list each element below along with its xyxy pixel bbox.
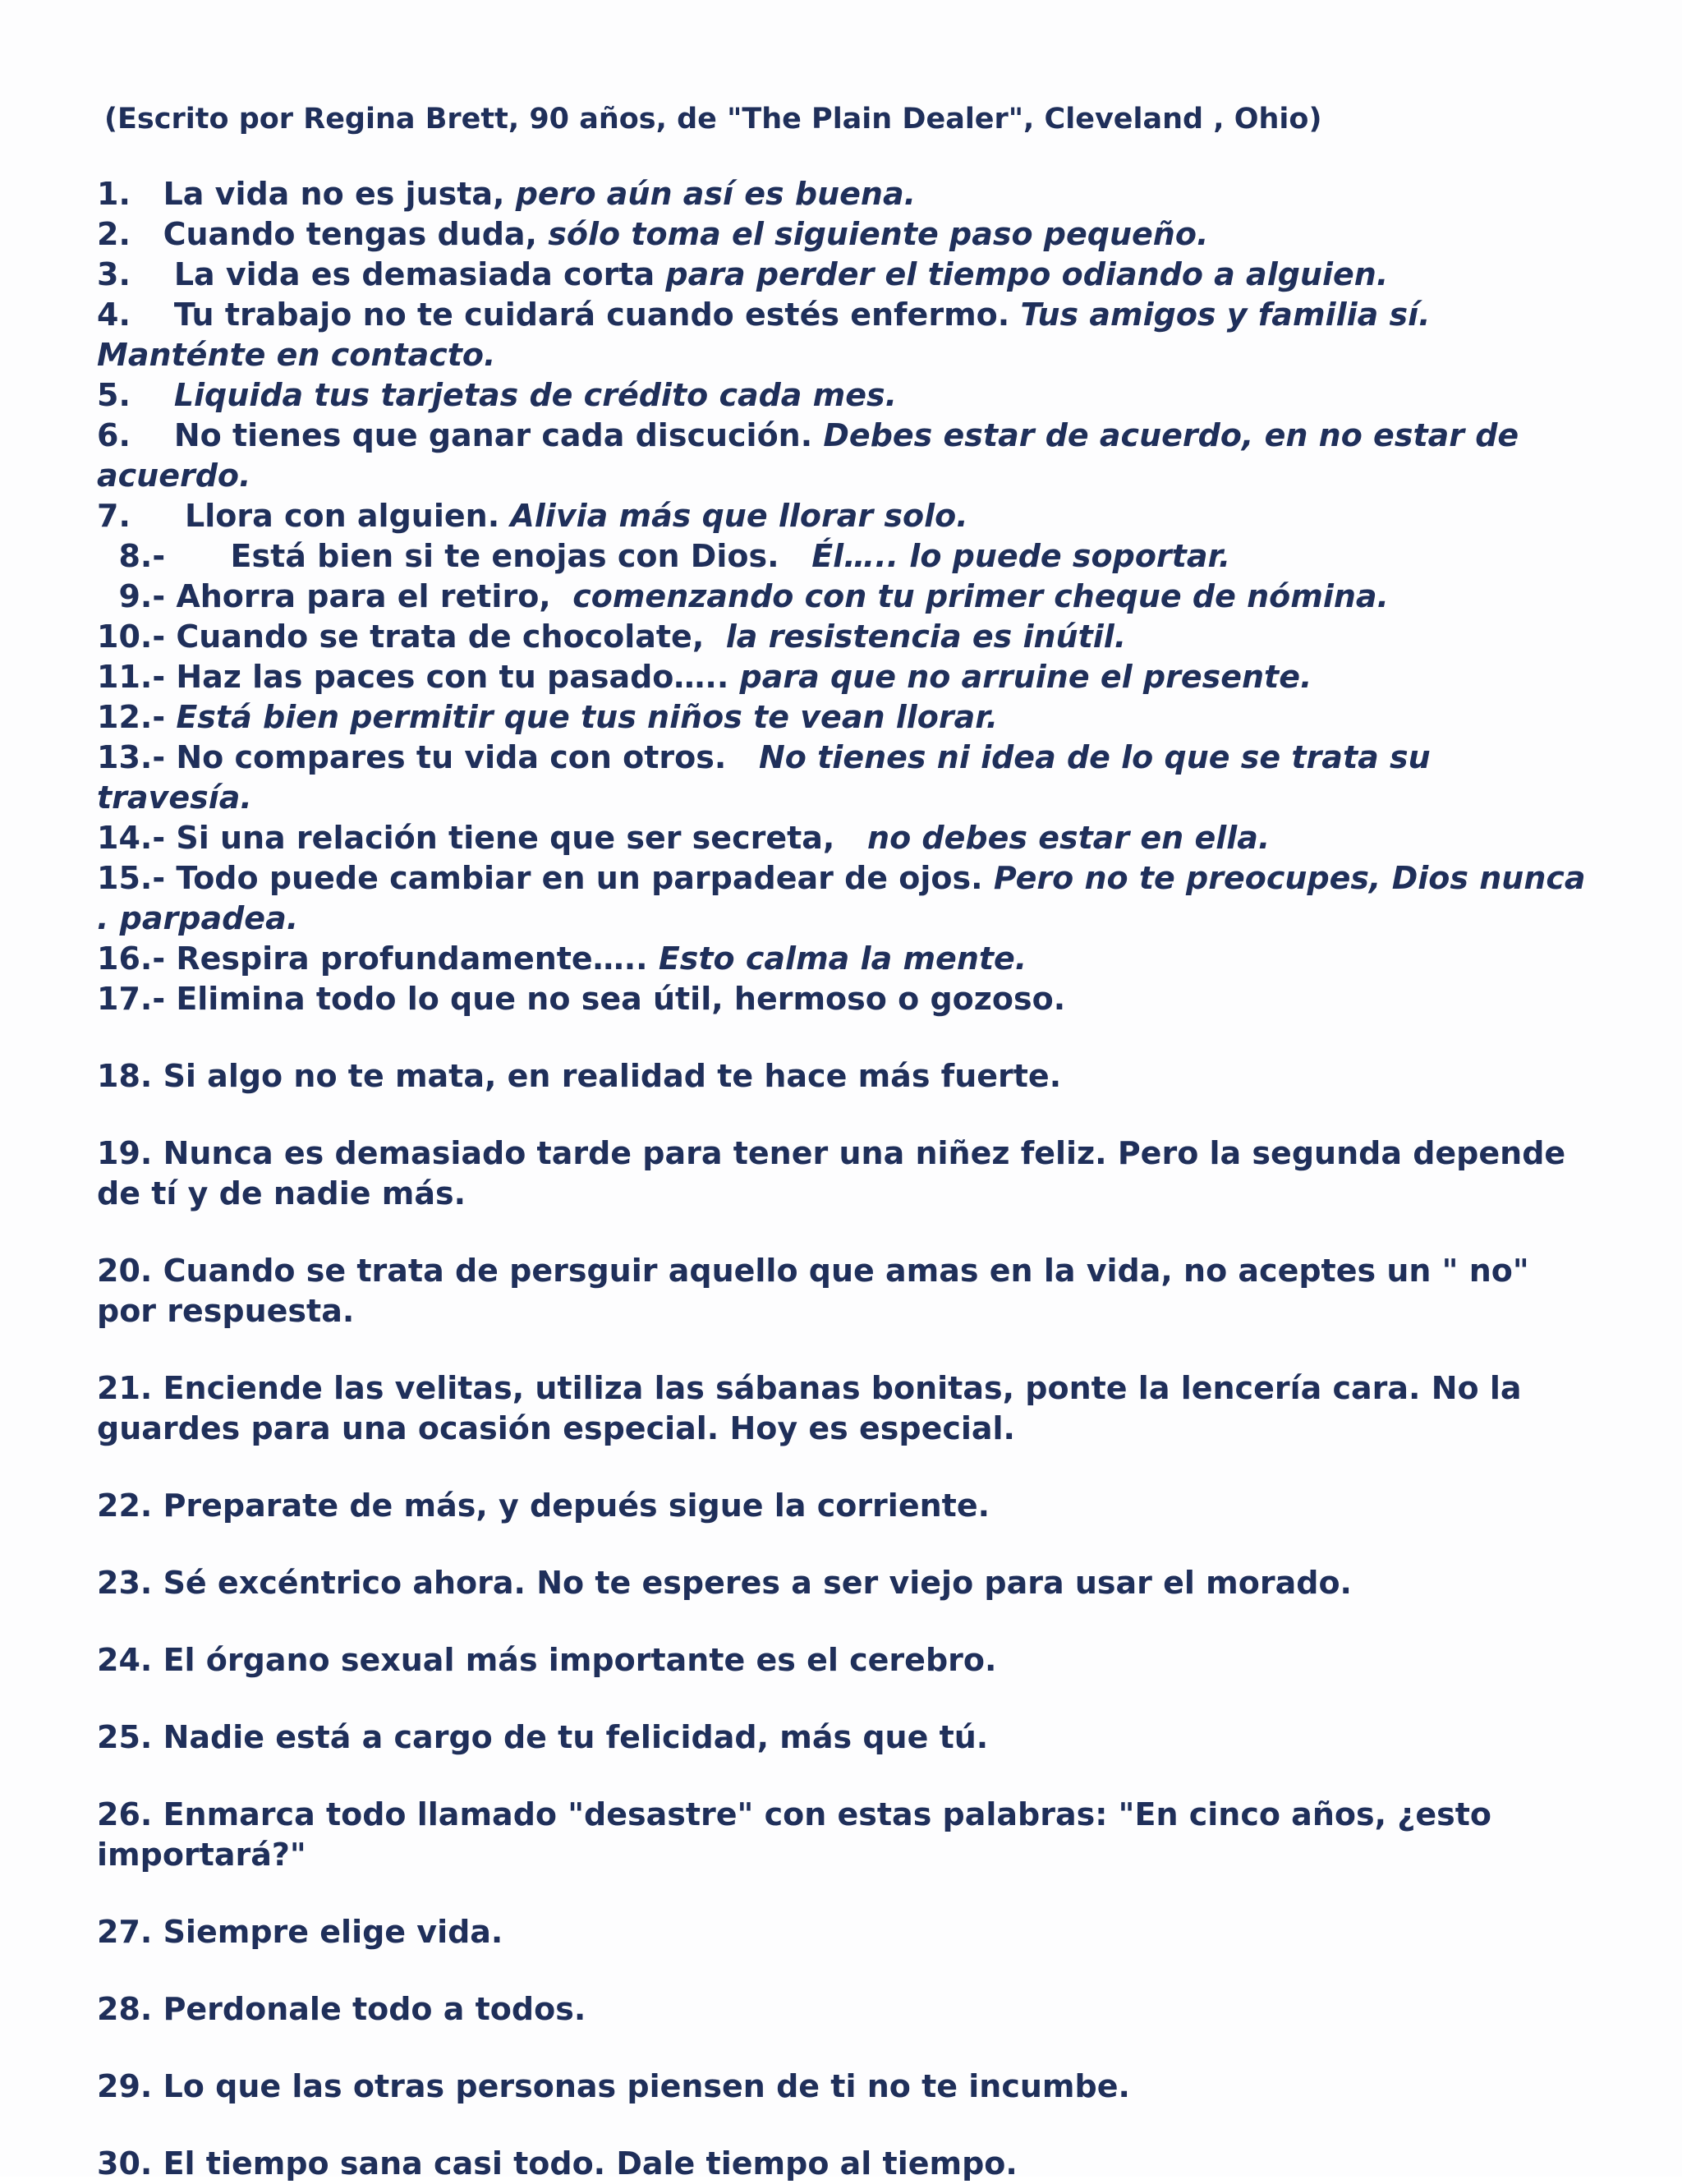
item-italic-text: sólo toma el siguiente paso pequeño. — [548, 216, 1209, 252]
item-spacing — [165, 739, 176, 775]
item-text: Respira profundamente….. — [176, 940, 659, 977]
item-text: Haz las paces con tu pasado….. — [176, 659, 740, 695]
item-italic-text: Pero no te preocupes, Dios nunca . parpadea. — [97, 860, 1586, 936]
item-number: 30. — [97, 2145, 153, 2182]
item-text: Cuando se trata de persguir aquello que amas en la vida, no aceptes un " no" por respuesta. — [97, 1253, 1529, 1329]
item-spacing — [131, 377, 174, 413]
list-item — [97, 1795, 1592, 1875]
list-item — [97, 818, 1592, 858]
item-spacing — [165, 981, 176, 1017]
item-italic-text: no debes estar en ella. — [867, 820, 1271, 856]
list-item — [97, 416, 1592, 496]
item-spacing — [131, 216, 163, 252]
list-item — [97, 255, 1592, 295]
item-text: Preparate de más, y depués sigue la corriente. — [163, 1487, 990, 1524]
item-text: El órgano sexual más importante es el cerebro. — [163, 1642, 997, 1678]
item-italic-text: Esto calma la mente. — [658, 940, 1027, 977]
list-item — [97, 1133, 1592, 1214]
item-number: 27. — [97, 1914, 153, 1950]
item-spacing — [152, 1565, 163, 1601]
list-item — [97, 1912, 1592, 1952]
item-text: Enciende las velitas, utiliza las sábanas bonitas, ponte la lencería cara. No la guardes para una ocasión especial. Hoy es especial. — [97, 1370, 1522, 1446]
item-number: 28. — [97, 1991, 153, 2027]
item-number: 25. — [97, 1719, 153, 1755]
item-number: 29. — [97, 2068, 153, 2104]
item-number: 24. — [97, 1642, 153, 1678]
item-spacing — [165, 820, 176, 856]
item-text: Enmarca todo llamado "desastre" con estas palabras: "En cinco años, ¿esto importará?" — [97, 1796, 1491, 1873]
item-spacing — [152, 1135, 163, 1171]
item-italic-text: Liquida tus tarjetas de crédito cada mes. — [173, 377, 898, 413]
item-text: La vida es demasiada corta — [173, 256, 666, 292]
list-item — [97, 939, 1592, 979]
list-item — [97, 1989, 1592, 2030]
item-spacing — [152, 2145, 163, 2182]
item-number: 12.- — [97, 699, 166, 735]
item-spacing — [152, 1914, 163, 1950]
item-spacing — [131, 417, 174, 453]
item-spacing — [165, 618, 176, 655]
list-item — [97, 617, 1592, 657]
list-item — [97, 1640, 1592, 1681]
item-text: Está bien si te enojas con Dios. — [230, 538, 812, 574]
item-text: Nadie está a cargo de tu felicidad, más que tú. — [163, 1719, 989, 1755]
list-item — [97, 1563, 1592, 1603]
item-spacing — [131, 498, 185, 534]
list-item — [97, 738, 1592, 818]
item-text: Ahorra para el retiro, — [176, 578, 573, 614]
list-item — [97, 697, 1592, 738]
item-text: Si algo no te mata, en realidad te hace más fuerte. — [163, 1058, 1062, 1094]
list-item — [97, 2144, 1592, 2184]
item-italic-text: Él….. lo puede soportar. — [811, 538, 1231, 574]
item-number: 9.- — [97, 578, 166, 614]
item-spacing — [152, 1253, 163, 1289]
item-text: Cuando tengas duda, — [163, 216, 549, 252]
item-italic-text: Alivia más que llorar solo. — [510, 498, 968, 534]
item-spacing — [152, 1719, 163, 1755]
item-text: El tiempo sana casi todo. Dale tiempo al tiempo. — [163, 2145, 1018, 2182]
item-spacing — [165, 860, 176, 896]
item-number: 17.- — [97, 981, 166, 1017]
list-item — [97, 2067, 1592, 2107]
item-italic-text: pero aún así es buena. — [515, 176, 917, 212]
item-italic-text: la resistencia es inútil. — [725, 618, 1127, 655]
list-item — [97, 496, 1592, 536]
item-spacing — [152, 1487, 163, 1524]
item-text: Sé excéntrico ahora. No te esperes a ser viejo para usar el morado. — [163, 1565, 1352, 1601]
item-number: 10.- — [97, 618, 166, 655]
item-text: Elimina todo lo que no sea útil, hermoso o gozoso. — [176, 981, 1066, 1017]
list-item — [97, 295, 1592, 375]
item-number: 22. — [97, 1487, 153, 1524]
list-item — [97, 375, 1592, 416]
item-spacing — [165, 940, 176, 977]
item-italic-text: No tienes ni idea de lo que se trata su travesía. — [97, 739, 1431, 816]
item-text: Llora con alguien. — [185, 498, 511, 534]
numbered-list — [97, 174, 1592, 2184]
item-text: La vida no es justa, — [163, 176, 516, 212]
item-spacing — [165, 659, 176, 695]
item-number: 19. — [97, 1135, 153, 1171]
list-item — [97, 979, 1592, 1019]
list-item — [97, 858, 1592, 939]
item-number: 14.- — [97, 820, 166, 856]
item-number: 6. — [97, 417, 131, 453]
list-item — [97, 1717, 1592, 1758]
item-italic-text: Está bien permitir que tus niños te vean llorar. — [176, 699, 999, 735]
item-italic-text: para que no arruine el presente. — [739, 659, 1312, 695]
item-spacing — [131, 176, 163, 212]
list-item — [97, 657, 1592, 697]
item-spacing — [165, 538, 230, 574]
item-spacing — [165, 699, 176, 735]
item-text: Si una relación tiene que ser secreta, — [176, 820, 868, 856]
item-italic-text: para perder el tiempo odiando a alguien. — [665, 256, 1389, 292]
item-number: 18. — [97, 1058, 153, 1094]
item-number: 13.- — [97, 739, 166, 775]
item-spacing — [152, 1796, 163, 1832]
item-number: 4. — [97, 297, 131, 333]
item-number: 5. — [97, 377, 131, 413]
item-number: 2. — [97, 216, 131, 252]
item-spacing — [165, 578, 176, 614]
item-text: Cuando se trata de chocolate, — [176, 618, 726, 655]
item-italic-text: comenzando con tu primer cheque de nómina. — [572, 578, 1389, 614]
list-item — [97, 577, 1592, 617]
item-number: 20. — [97, 1253, 153, 1289]
list-item — [97, 1368, 1592, 1449]
item-number: 8.- — [97, 538, 166, 574]
item-number: 15.- — [97, 860, 166, 896]
item-number: 23. — [97, 1565, 153, 1601]
item-number: 16.- — [97, 940, 166, 977]
list-item — [97, 1486, 1592, 1526]
item-spacing — [152, 1370, 163, 1406]
item-number: 7. — [97, 498, 131, 534]
list-item — [97, 536, 1592, 577]
item-spacing — [152, 1642, 163, 1678]
item-number: 11.- — [97, 659, 166, 695]
item-number: 26. — [97, 1796, 153, 1832]
list-item — [97, 214, 1592, 255]
list-item — [97, 1056, 1592, 1097]
item-number: 1. — [97, 176, 131, 212]
item-spacing — [131, 297, 174, 333]
item-text: No tienes que ganar cada discución. — [173, 417, 824, 453]
item-text: No compares tu vida con otros. — [176, 739, 759, 775]
item-text: Siempre elige vida. — [163, 1914, 503, 1950]
document-subtitle: (Escrito por Regina Brett, 90 años, de "The Plain Dealer", Cleveland , Ohio) — [104, 103, 1322, 136]
item-spacing — [152, 1991, 163, 2027]
list-item — [97, 174, 1592, 214]
item-spacing — [131, 256, 174, 292]
item-italic-text: Tus amigos y familia sí. Manténte en contacto. — [97, 297, 1431, 373]
item-number: 21. — [97, 1370, 153, 1406]
item-number: 3. — [97, 256, 131, 292]
list-item — [97, 1251, 1592, 1331]
item-text: Perdonale todo a todos. — [163, 1991, 586, 2027]
item-italic-text: Debes estar de acuerdo, en no estar de acuerdo. — [97, 417, 1519, 494]
item-spacing — [152, 2068, 163, 2104]
item-text: Nunca es demasiado tarde para tener una niñez feliz. Pero la segunda depende de tí y de nadie más. — [97, 1135, 1566, 1212]
item-text: Lo que las otras personas piensen de ti no te incumbe. — [163, 2068, 1130, 2104]
item-text: Tu trabajo no te cuidará cuando estés enfermo. — [173, 297, 1021, 333]
item-text: Todo puede cambiar en un parpadear de ojos. — [176, 860, 994, 896]
item-spacing — [152, 1058, 163, 1094]
